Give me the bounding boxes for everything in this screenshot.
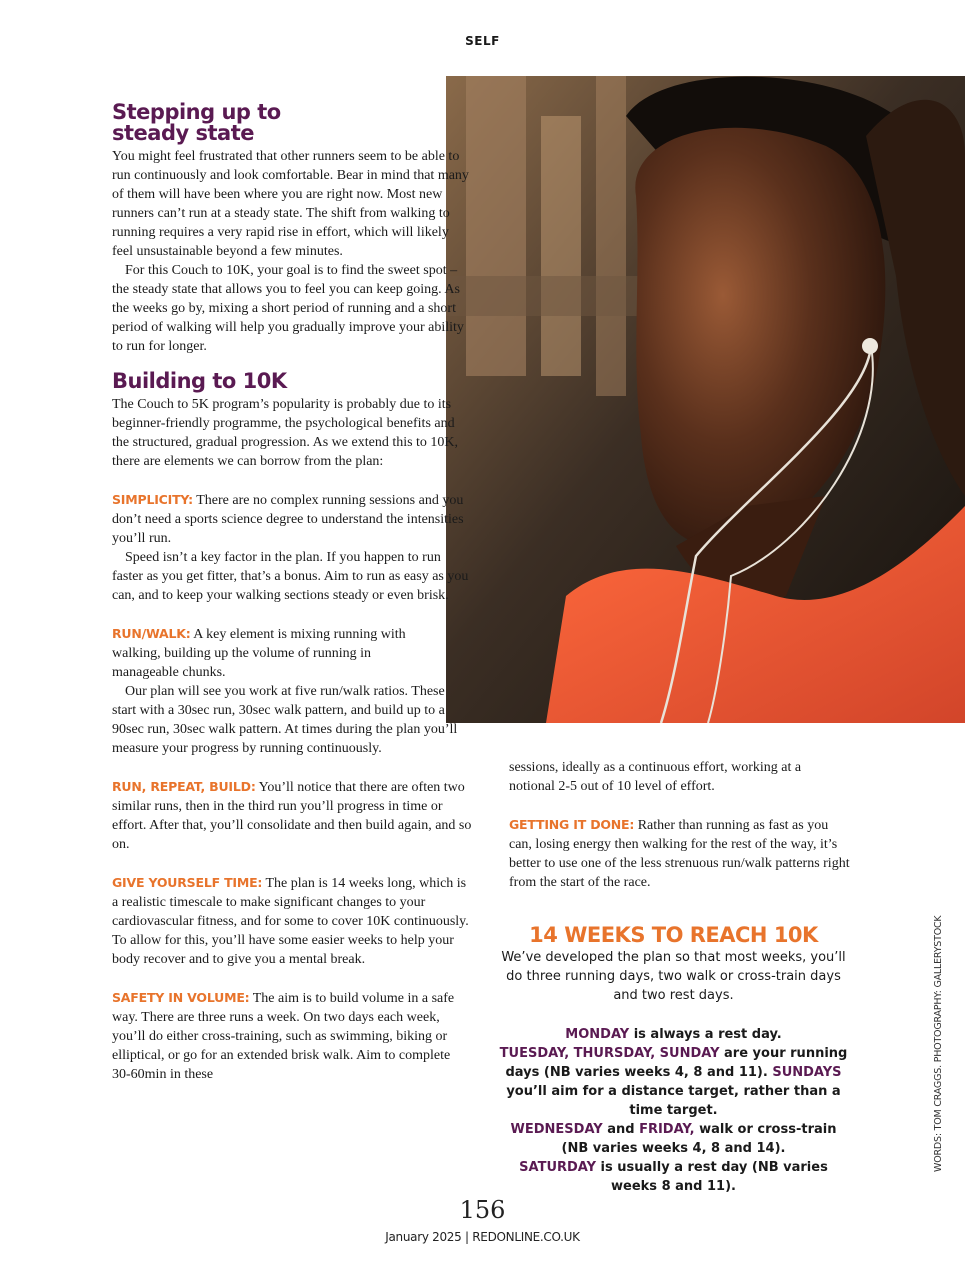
- done-paragraph: GETTING IT DONE: Rather than running as fast as you can, losing energy then walking for the rest of the way, it’s better to use one of the less strenuous run/walk patterns right from the start of the race.: [509, 817, 850, 890]
- repeat-paragraph: RUN, REPEAT, BUILD: You’ll notice that there are often two similar runs, then in the third run you’ll progress in time or effort. After that, you’ll consolidate and then build again, and so on.: [112, 779, 472, 852]
- box-intro: We’ve developed the plan so that most weeks, you’ll do three running days, two walk or cross-train days and two rest days.: [501, 950, 846, 1003]
- schedule-saturday: SATURDAY is usually a rest day (NB varies weeks 8 and 11).: [519, 1160, 828, 1194]
- plan-box: [496, 922, 851, 1196]
- runwalk-paragraph: RUN/WALK: A key element is mixing running with walking, building up the volume of running in manageable chunks.: [112, 626, 406, 680]
- right-column: [509, 758, 854, 892]
- heading-steady-state: Stepping up to steady state: [112, 100, 281, 145]
- safety-paragraph: SAFETY IN VOLUME: The aim is to build volume in a safe way. There are three runs a week. On two days each week, you’ll do either cross-training, such as swimming, biking or elliptical, or go for an extended brisk walk. Aim to complete 30-60min in these: [112, 990, 455, 1082]
- left-column: [112, 102, 472, 1084]
- paragraph: Our plan will see you work at five run/walk ratios. These start with a 30sec run, 30sec walk pattern, and build up to a 90sec run, 30sec walk pattern. At times during the plan you’ll measure your progress by running continuously.: [112, 684, 458, 756]
- keyword: GIVE YOURSELF TIME:: [112, 875, 263, 890]
- keyword: RUN, REPEAT, BUILD:: [112, 779, 256, 794]
- box-title: 14 WEEKS TO REACH 10K: [529, 923, 818, 947]
- schedule-running-days: TUESDAY, THURSDAY, SUNDAY are your running days (NB varies weeks 4, 8 and 11). SUNDAYS you’ll aim for a distance target, rather than a time target.: [499, 1046, 848, 1118]
- schedule-list: [496, 1025, 851, 1196]
- keyword: SAFETY IN VOLUME:: [112, 990, 250, 1005]
- simplicity-paragraph: SIMPLICITY: There are no complex running sessions and you don’t need a sports science degree to understand the intensities you’ll run.: [112, 492, 464, 546]
- heading-building: Building to 10K: [112, 369, 287, 393]
- paragraph: You might feel frustrated that other runners seem to be able to run continuously and look comfortable. Bear in mind that many of them will have been where you are right now. Most new runners can’t run at a steady state. The shift from walking to running requires a very rapid rise in effort, which will likely feel unsustainable beyond a few minutes.: [112, 149, 469, 259]
- time-paragraph: GIVE YOURSELF TIME: The plan is 14 weeks long, which is a realistic timescale to make significant changes to your cardiovascular fitness, and for some to cover 10K continuously. To allow for this, you’ll have some easier weeks to help your body recover and to give you a mental break.: [112, 875, 469, 967]
- keyword: RUN/WALK:: [112, 626, 191, 641]
- runner-photo: [446, 76, 965, 723]
- schedule-cross-train: WEDNESDAY and FRIDAY, walk or cross-train (NB varies weeks 4, 8 and 14).: [510, 1122, 837, 1156]
- footer-issue: January 2025 | REDONLINE.CO.UK: [385, 1230, 580, 1244]
- paragraph: For this Couch to 10K, your goal is to find the sweet spot – the steady state that allows you to feel you can keep going. As the weeks go by, mixing a short period of running and a short period of walking will help you gradually improve your ability to run for longer.: [112, 263, 464, 354]
- photo-credit: WORDS: TOM CRAGGS. PHOTOGRAPHY: GALLERYSTOCK: [933, 915, 944, 1172]
- paragraph: sessions, ideally as a continuous effort, working at a notional 2-5 out of 10 level of effort.: [509, 760, 802, 794]
- keyword: GETTING IT DONE:: [509, 817, 635, 832]
- schedule-monday: MONDAY is always a rest day.: [565, 1027, 782, 1042]
- paragraph: The Couch to 5K program’s popularity is probably due to its beginner-friendly programme, the psychological benefits and the structured, gradual progression. As we extend this to 10K, there are elements we can borrow from the plan:: [112, 397, 459, 469]
- paragraph: Speed isn’t a key factor in the plan. If you happen to run faster as you get fitter, that’s a bonus. Aim to run as easy as you can, and to keep your walking sections steady or even brisk.: [112, 550, 469, 603]
- keyword: SIMPLICITY:: [112, 492, 193, 507]
- page-number: 156: [459, 1196, 506, 1224]
- section-label: SELF: [465, 34, 500, 48]
